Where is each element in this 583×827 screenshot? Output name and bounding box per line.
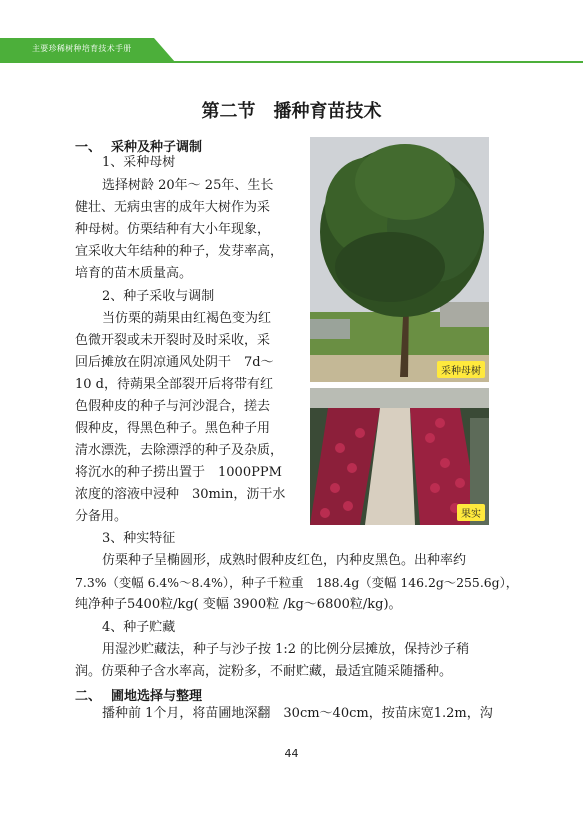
header-rule (0, 61, 583, 63)
text-line: 清水漂洗，去除漂浮的种子及杂质， (75, 443, 284, 458)
fruit-label: 果实 (457, 504, 485, 521)
section-title: 采种及种子调制 (111, 140, 203, 155)
text-line: 10 d，待蒴果全部裂开后将带有红 (75, 377, 273, 392)
subheading-4: 4、种子贮藏 (102, 620, 176, 635)
text-line: 7.3%（变幅 6.4%～8.4%），种子千粒重 188.4g（变幅 146.2g～255.6g）， (75, 575, 519, 590)
section-number: 二、 (75, 689, 102, 704)
text-line: 种母树。仿栗结种有大小年现象， (75, 222, 271, 237)
text-line: 将沉水的种子捞出置于 1000PPM (75, 465, 282, 480)
mother-tree-photo (310, 137, 489, 382)
text-line: 浓度的溶液中浸种 30min，沥干水 (75, 487, 286, 502)
text-line: 回后摊放在阴凉通风处阴干 7d～ (75, 355, 274, 370)
text-line: 当仿栗的蒴果由红褐色变为红 (102, 311, 272, 326)
page-number: 44 (284, 747, 299, 760)
text-line: 色微开裂或未开裂时及时采收，采 (75, 333, 271, 348)
header-title: 主要珍稀树种培育技术手册 (32, 44, 132, 53)
subheading-1: 1、采种母树 (102, 155, 176, 170)
section-title: 圃地选择与整理 (111, 689, 203, 704)
page-title: 第二节 播种育苗技术 (201, 101, 382, 122)
section-heading-2 (75, 685, 202, 704)
text-line: 分备用。 (75, 509, 128, 524)
subheading-2: 2、种子采收与调制 (102, 289, 215, 304)
text-line: 假种皮，得黑色种子。黑色种子用 (75, 421, 271, 436)
text-line: 色假种皮的种子与河沙混合，搓去 (75, 399, 271, 414)
text-line: 播种前 1个月，将苗圃地深翻 30cm～40cm，按苗床宽1.2m，沟 (102, 706, 493, 721)
subheading-3: 3、种实特征 (102, 531, 176, 546)
text-line: 宜采收大年结种的种子，发芽率高， (75, 244, 284, 259)
text-line: 选择树龄 20年～ 25年、生长 (102, 178, 274, 193)
text-line: 培育的苗木质量高。 (75, 266, 193, 281)
text-line: 用湿沙贮藏法，种子与沙子按 1:2 的比例分层摊放，保持沙子稍 (102, 642, 470, 657)
text-line: 健壮、无病虫害的成年大树作为采 (75, 200, 271, 215)
text-line: 仿栗种子呈椭圆形，成熟时假种皮红色，内种皮黑色。出种率约 (102, 553, 467, 568)
fruit-photo (310, 388, 489, 525)
mother-tree-illustration (310, 137, 489, 382)
text-line: 纯净种子5400粒/kg( 变幅 3900粒 /kg～6800粒/kg)。 (75, 597, 402, 612)
section-number: 一、 (75, 140, 102, 155)
mother-tree-label: 采种母树 (437, 361, 485, 378)
text-line: 润。仿栗种子含水率高，淀粉多，不耐贮藏，最适宜随采随播种。 (75, 664, 453, 679)
